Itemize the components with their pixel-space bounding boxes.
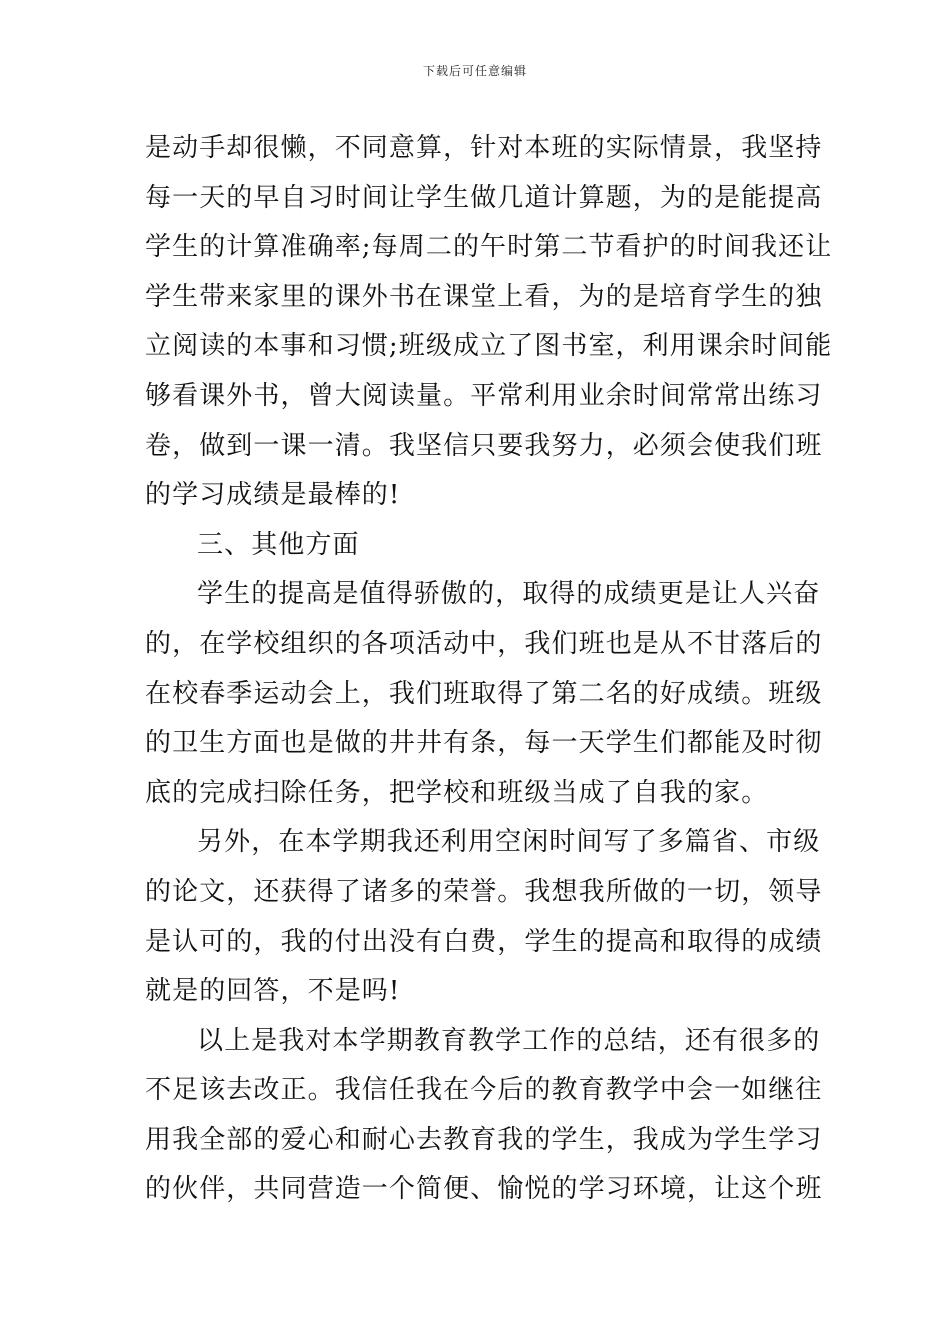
text-line: 用我全部的爱心和耐心去教育我的学生，我成为学生学习 xyxy=(145,1124,823,1155)
text-line: 学生的计算准确率;每周二的午时第二节看护的时间我还让 xyxy=(145,232,833,263)
text-line: 学生带来家里的课外书在课堂上看，为的是培育学生的独 xyxy=(145,281,823,312)
text-line: 立阅读的本事和习惯;班级成立了图书室，利用课余时间能 xyxy=(145,331,833,362)
text-line: 以上是我对本学期教育教学工作的总结，还有很多的 xyxy=(197,1025,821,1056)
document-body xyxy=(145,124,833,1215)
text-line: 的伙伴，共同营造一个简便、愉悦的学习环境，让这个班 xyxy=(145,1174,823,1205)
page-header: 下载后可任意编辑 xyxy=(422,64,527,78)
text-line: 的学习成绩是最棒的! xyxy=(145,480,401,511)
text-line: 的论文，还获得了诸多的荣誉。我想我所做的一切，领导 xyxy=(145,876,823,907)
text-line: 另外，在本学期我还利用空闲时间写了多篇省、市级 xyxy=(197,827,821,858)
text-line: 学生的提高是值得骄傲的，取得的成绩更是让人兴奋 xyxy=(197,579,821,610)
text-line: 是动手却很懒，不同意算，针对本班的实际情景，我坚持 xyxy=(145,133,823,163)
text-line: 的卫生方面也是做的井井有条，每一天学生们都能及时彻 xyxy=(145,728,823,759)
text-line: 卷，做到一课一清。我坚信只要我努力，必须会使我们班 xyxy=(145,430,823,461)
text-line: 不足该去改正。我信任我在今后的教育教学中会一如继往 xyxy=(145,1075,823,1106)
text-line: 底的完成扫除任务，把学校和班级当成了自我的家。 xyxy=(145,777,769,808)
text-line: 的，在学校组织的各项活动中，我们班也是从不甘落后的 xyxy=(145,628,823,659)
section-heading: 三、其他方面 xyxy=(197,529,360,560)
text-line: 在校春季运动会上，我们班取得了第二名的好成绩。班级 xyxy=(145,678,823,709)
text-line: 每一天的早自习时间让学生做几道计算题，为的是能提高 xyxy=(145,182,823,213)
text-line: 够看课外书，曾大阅读量。平常利用业余时间常常出练习 xyxy=(145,380,823,411)
text-line: 是认可的，我的付出没有白费，学生的提高和取得的成绩 xyxy=(145,926,823,957)
text-line: 就是的回答，不是吗! xyxy=(145,976,401,1007)
